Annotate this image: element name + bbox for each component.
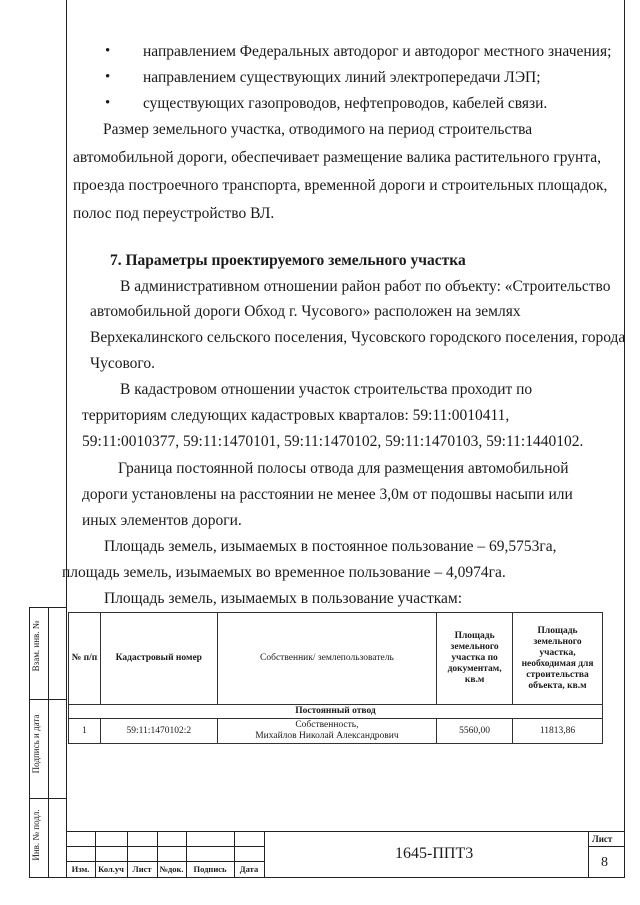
cell-num: 1 [69, 719, 101, 744]
cell-area-needed: 11813,86 [513, 719, 603, 744]
sheet-label: Лист [592, 834, 613, 844]
bullet-icon: • [105, 43, 111, 59]
para1-line1: Размер земельного участка, отводимого на период строительства [103, 121, 533, 138]
s7-p4-line2: площадь земель, изымаемых во временное пользование – 4,0974га. [62, 564, 506, 581]
s7-p3-line3: иных элементов дороги. [82, 512, 242, 529]
s7-p5-line1: Площадь земель, изымаемых в пользование участкам: [104, 590, 463, 607]
stamp-line [66, 831, 625, 832]
side-label-inv-orig: Инв. № подл. [31, 809, 41, 861]
stamp-label-kol: Кол.уч [98, 864, 124, 874]
para1-line3: проезда построечного транспорта, временной дороги и строительных площадок, [73, 177, 608, 194]
bullet-item-1: направлением Федеральных автодорог и автодорог местного значения; [143, 43, 612, 60]
section-heading: 7. Параметры проектируемого земельного участка [110, 252, 466, 269]
stamp-label-signature: Подпись [193, 864, 227, 874]
s7-p1-line1: В административном отношении район работ по объекту: «Строительство [120, 278, 611, 295]
s7-p1-line3: Верхекалинского сельского поселения, Чусовского городского поселения, города [90, 329, 626, 346]
s7-p4-line1: Площадь земель, изымаемых в постоянное пользование – 69,5753га, [104, 538, 557, 555]
s7-p2-line1: В кадастровом отношении участок строительства проходит по [120, 381, 533, 398]
table-row [69, 719, 603, 744]
side-strip-divider [30, 699, 66, 700]
side-label-sign-date: Подпись и дата [31, 714, 41, 774]
col-header-area-needed: Площадь земельного участка, необходимая для строительства объекта, кв.м [513, 613, 603, 705]
title-block-stamp [66, 831, 625, 878]
cell-area-docs: 5560,00 [437, 719, 513, 744]
s7-p2-line3: 59:11:0010377, 59:11:1470101, 59:11:1470102, 59:11:1470103, 59:11:1440102. [82, 433, 584, 450]
cell-owner-line2: Михайлов Николай Александрович [255, 731, 399, 741]
s7-p1-line4: Чусового. [90, 355, 156, 372]
col-header-owner: Собственник/ землепользователь [217, 613, 436, 705]
document-number: 1645-ППТ3 [395, 845, 474, 862]
stamp-label-list: Лист [132, 864, 152, 874]
bullet-icon: • [105, 95, 111, 111]
cell-owner-line1: Собственность, [295, 720, 359, 730]
parcels-table [68, 612, 603, 744]
sheet-number: 8 [601, 855, 608, 870]
s7-p3-line2: дороги установлены на расстоянии не менее 3,0м от подошвы насыпи или [82, 486, 573, 503]
group-row-permanent: Постоянный отвод [69, 705, 603, 719]
stamp-line [588, 846, 625, 847]
cell-owner [217, 719, 436, 744]
stamp-label-izm: Изм. [71, 864, 90, 874]
col-header-cadastral: Кадастровый номер [100, 613, 217, 705]
stamp-line [264, 831, 265, 878]
col-header-area-docs: Площадь земельного участка по документам, кв.м [437, 613, 513, 705]
cell-cadastral: 59:11:1470102:2 [100, 719, 217, 744]
side-label-inv-replace: Взам. инв. № [31, 620, 41, 672]
s7-p3-line1: Граница постоянной полосы отвода для размещения автомобильной [118, 460, 569, 477]
bullet-item-2: направлением существующих линий электропередачи ЛЭП; [143, 69, 541, 86]
stamp-label-ndok: №док. [159, 864, 184, 874]
stamp-label-date: Дата [239, 864, 259, 874]
s7-p2-line2: территориям следующих кадастровых кварталов: 59:11:0010411, [82, 407, 510, 424]
stamp-line [588, 831, 589, 878]
col-header-num: № п/п [69, 613, 101, 705]
frame-right-border [624, 0, 625, 878]
bullet-icon: • [105, 69, 111, 85]
para1-line2: автомобильной дороги, обеспечивает размещение валика растительного грунта, [73, 149, 602, 166]
s7-p1-line2: автомобильной дороги Обход г. Чусового» расположен на землях [90, 303, 521, 320]
side-strip-divider-vertical [48, 608, 49, 877]
para1-line4: полос под переустройство ВЛ. [73, 205, 275, 222]
bullet-item-3: существующих газопроводов, нефтепроводов, кабелей связи. [143, 95, 548, 112]
